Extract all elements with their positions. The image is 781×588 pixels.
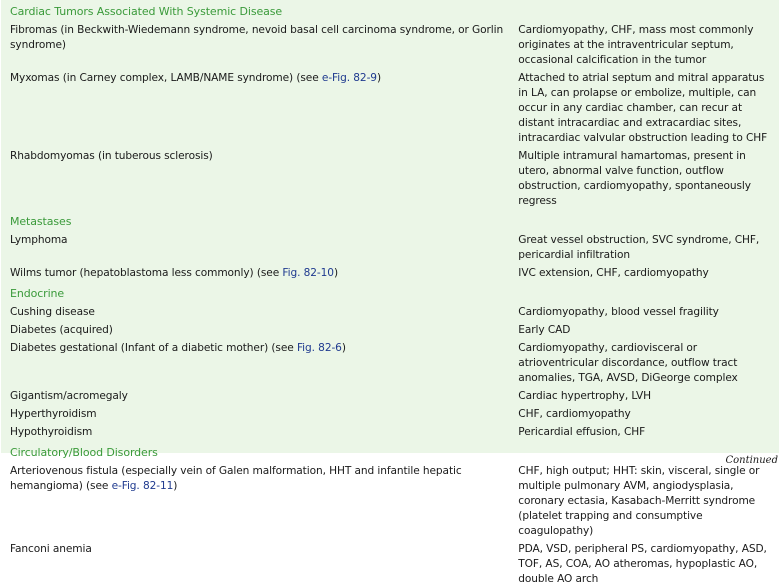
findings-cell: Cardiomyopathy, cardiovisceral or atrioventricular discordance, outflow tract anomalies, TGA, AVSD, DiGeorge complex [518, 341, 738, 384]
figure-link[interactable]: Fig. 82-10 [282, 266, 334, 279]
findings-cell: CHF, high output; HHT: skin, visceral, single or multiple pulmonary AVM, angiodysplasia, coronary ectasia, Kasabach-Merritt syndrome (platelet trapping and consumptive coagulopathy) [518, 464, 760, 537]
section-heading-row [1, 441, 779, 462]
table-row [1, 387, 779, 405]
findings-cell: PDA, VSD, peripheral PS, cardiomyopathy, ASD, TOF, AS, COA, AO atheromas, hypoplastic AO, double AO arch [518, 542, 767, 585]
table-row [1, 405, 779, 423]
section-heading: Endocrine [10, 287, 65, 300]
continued-label: Continued [725, 455, 778, 466]
findings-cell: Great vessel obstruction, SVC syndrome, CHF, pericardial infiltration [518, 233, 760, 261]
condition-cell [1, 21, 518, 69]
condition-text: Rhabdomyomas (in tuberous sclerosis) [10, 149, 213, 162]
condition-cell [1, 147, 518, 210]
table-row [1, 147, 779, 210]
condition-cell [1, 405, 518, 423]
condition-text-suffix: ) [341, 341, 346, 354]
table-row [1, 339, 779, 387]
condition-text: Diabetes gestational (Infant of a diabetic mother) (see [10, 341, 297, 354]
findings-cell: Cardiomyopathy, CHF, mass most commonly originates at the intraventricular septum, occasional calcification in the tumor [518, 23, 754, 66]
condition-text: Arteriovenous fistula (especially vein of Galen malformation, HHT and infantile hepatic hemangioma) (see [10, 464, 462, 492]
condition-text: Cushing disease [10, 305, 95, 318]
condition-text-suffix: ) [333, 266, 338, 279]
table-row [1, 540, 779, 588]
figure-link[interactable]: e-Fig. 82-11 [111, 479, 174, 492]
disease-table [1, 0, 779, 588]
condition-cell [1, 69, 518, 147]
figure-link[interactable]: Fig. 82-6 [296, 341, 342, 354]
condition-text-suffix: ) [173, 479, 178, 492]
condition-cell [1, 339, 518, 387]
condition-text: Fibromas (in Beckwith-Wiedemann syndrome, nevoid basal cell carcinoma syndrome, or Gorlin syndrome) [10, 23, 504, 51]
condition-text: Fanconi anemia [10, 542, 92, 555]
condition-cell [1, 462, 518, 540]
section-heading-row [1, 282, 779, 303]
figure-link[interactable]: e-Fig. 82-9 [321, 71, 377, 84]
findings-cell: Pericardial effusion, CHF [518, 425, 646, 438]
condition-cell [1, 423, 518, 441]
findings-cell: Multiple intramural hamartomas, present in utero, abnormal valve function, outflow obstruction, cardiomyopathy, spontaneously regress [518, 149, 751, 207]
table-row [1, 264, 779, 282]
table-row [1, 21, 779, 69]
condition-cell [1, 231, 518, 264]
condition-text: Diabetes (acquired) [10, 323, 113, 336]
condition-text: Hyperthyroidism [10, 407, 97, 420]
condition-text: Hypothyroidism [10, 425, 93, 438]
findings-cell: Attached to atrial septum and mitral apparatus in LA, can prolapse or embolize, multiple, can occur in any cardiac chamber, can recur at distant intracardiac and extracardiac sites, intracardiac valvular obstruction leading to CHF [518, 71, 768, 144]
findings-cell: IVC extension, CHF, cardiomyopathy [518, 266, 709, 279]
findings-cell: Early CAD [518, 323, 571, 336]
section-heading: Cardiac Tumors Associated With Systemic Disease [10, 5, 283, 18]
findings-cell: Cardiac hypertrophy, LVH [518, 389, 652, 402]
table-row [1, 231, 779, 264]
condition-text-suffix: ) [376, 71, 381, 84]
section-heading: Circulatory/Blood Disorders [10, 446, 158, 459]
table-row [1, 321, 779, 339]
condition-cell [1, 387, 518, 405]
section-heading: Metastases [10, 215, 72, 228]
findings-cell: Cardiomyopathy, blood vessel fragility [518, 305, 719, 318]
findings-cell: CHF, cardiomyopathy [518, 407, 631, 420]
table-row [1, 303, 779, 321]
condition-text: Lymphoma [10, 233, 68, 246]
table-row [1, 462, 779, 540]
condition-text: Myxomas (in Carney complex, LAMB/NAME syndrome) (see [10, 71, 322, 84]
condition-cell [1, 264, 518, 282]
section-heading-row [1, 210, 779, 231]
condition-text: Gigantism/acromegaly [10, 389, 128, 402]
table-row [1, 69, 779, 147]
section-heading-row [1, 0, 779, 21]
condition-cell [1, 321, 518, 339]
table-row [1, 423, 779, 441]
condition-cell [1, 303, 518, 321]
condition-text: Wilms tumor (hepatoblastoma less commonly) (see [10, 266, 283, 279]
condition-cell [1, 540, 518, 588]
